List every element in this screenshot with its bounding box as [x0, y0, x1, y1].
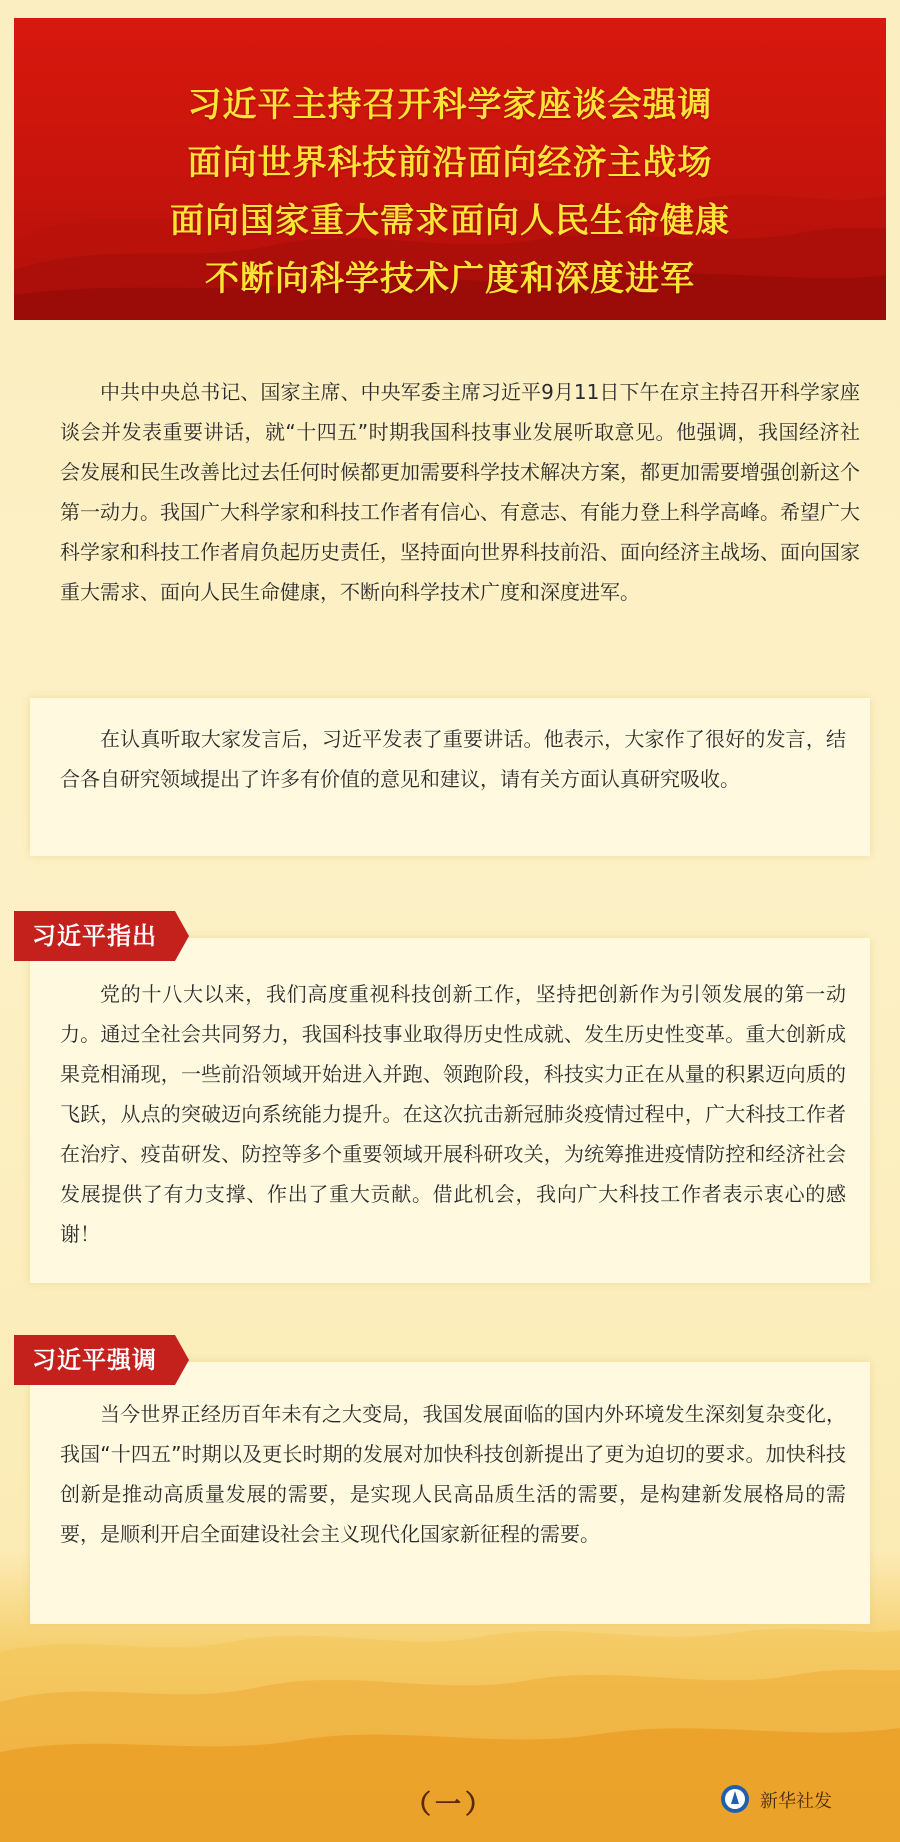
title-line-3: 面向国家重大需求面向人民生命健康 [170, 201, 730, 241]
title-line-4: 不断向科学技术广度和深度进军 [205, 259, 695, 299]
header-banner [14, 18, 886, 320]
section-tag-pointed-out: 习近平指出 [14, 911, 175, 961]
speech-summary-text: 在认真听取大家发言后，习近平发表了重要讲话。他表示，大家作了很好的发言，结合各自研究领域提出了许多有价值的意见和建议，请有关方面认真研究吸收。 [60, 727, 846, 791]
intro-paragraph: 中共中央总书记、国家主席、中央军委主席习近平9月11日下午在京主持召开科学家座谈会并发表重要讲话，就“十四五”时期我国科技事业发展听取意见。他强调，我国经济社会发展和民生改善比过去任何时候都更加需要科学技术解决方案，都更加需要增强创新这个第一动力。我国广大科学家和科技工作者有信心、有意志、有能力登上科学高峰。希望广大科学家和科技工作者肩负起历史责任，坚持面向世界科技前沿、面向经济主战场、面向国家重大需求、面向人民生命健康，不断向科学技术广度和深度进军。 [60, 380, 860, 604]
title-line-1: 习近平主持召开科学家座谈会强调 [187, 85, 713, 125]
section-emphasized-text: 当今世界正经历百年未有之大变局，我国发展面临的国内外环境发生深刻复杂变化，我国“十四五”时期以及更长时期的发展对加快科技创新提出了更为迫切的要求。加快科技创新是推动高质量发展的需要，是实现人民高品质生活的需要，是构建新发展格局的需要，是顺利开启全面建设社会主义现代化国家新征程的需要。 [60, 1402, 846, 1546]
xinhua-logo-icon [720, 1784, 750, 1814]
page-number: （一） [404, 1790, 495, 1820]
section-pointed-out-text: 党的十八大以来，我们高度重视科技创新工作，坚持把创新作为引领发展的第一动力。通过全社会共同努力，我国科技事业取得历史性成就、发生历史性变革。重大创新成果竞相涌现，一些前沿领域开始进入并跑、领跑阶段，科技实力正在从量的积累迈向质的飞跃，从点的突破迈向系统能力提升。在这次抗击新冠肺炎疫情过程中，广大科技工作者在治疗、疫苗研发、防控等多个重要领域开展科研攻关，为统筹推进疫情防控和经济社会发展提供了有力支撑、作出了重大贡献。借此机会，我向广大科技工作者表示衷心的感谢！ [60, 982, 846, 1246]
source-credit: 新华社发 [760, 1791, 832, 1812]
title-line-2: 面向世界科技前沿面向经济主战场 [187, 143, 713, 183]
section-tag-emphasized: 习近平强调 [14, 1335, 175, 1385]
